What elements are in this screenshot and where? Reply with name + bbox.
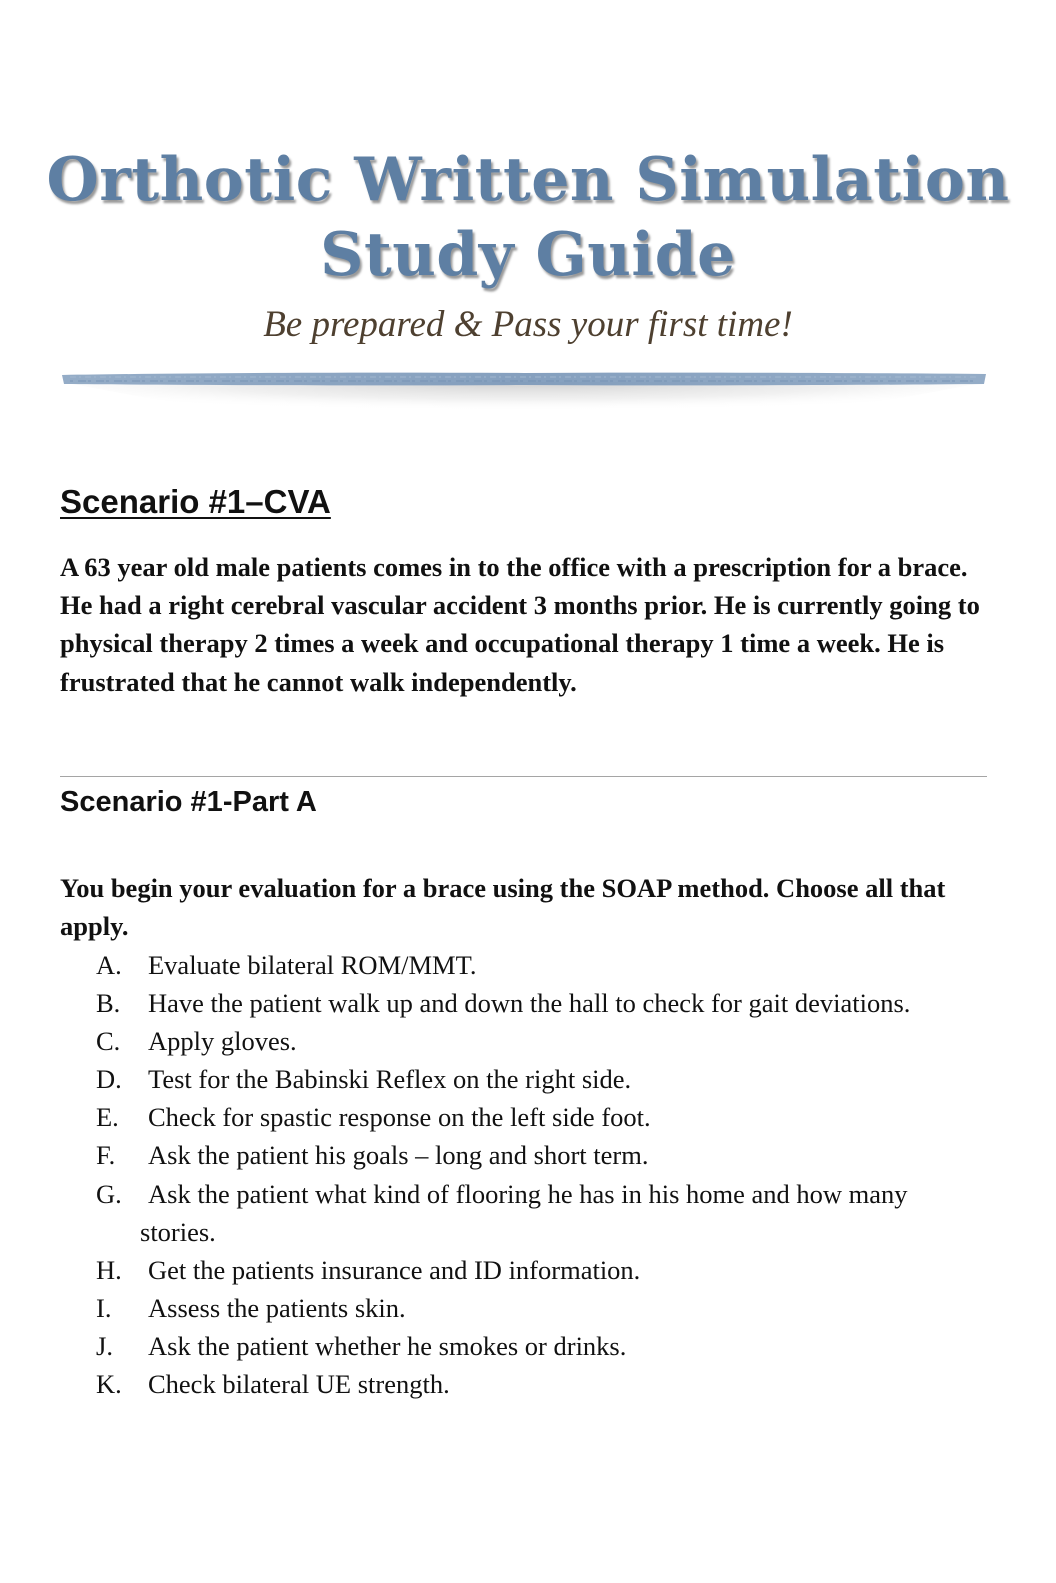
option-text: Have the patient walk up and down the hall to check for gait deviations. (148, 988, 911, 1019)
option-text: Ask the patient whether he smokes or drinks. (148, 1330, 627, 1361)
option-text: Assess the patients skin. (148, 1292, 406, 1323)
part-heading: Scenario #1-Part A (60, 786, 317, 818)
option-a (60, 946, 990, 984)
scenario-heading: Scenario #1–CVA (60, 483, 331, 520)
option-j (60, 1327, 990, 1365)
option-text-continuation: stories. (140, 1216, 216, 1247)
answer-options-list (60, 946, 990, 1403)
option-letter: K. (96, 1369, 122, 1400)
option-text: Test for the Babinski Reflex on the right side. (148, 1064, 632, 1095)
option-g (60, 1175, 990, 1251)
section-divider (60, 776, 987, 777)
option-d (60, 1060, 990, 1098)
scenario-description: A 63 year old male patients comes in to the office with a prescription for a brace. He had a right cerebral vascular accident 3 months prior. He is currently going to physical therapy 2 times a week and occupational therapy 1 time a week. He is frustrated that he cannot walk independently. (60, 552, 980, 697)
option-text: Check bilateral UE strength. (148, 1369, 450, 1400)
option-letter: F. (96, 1140, 116, 1171)
option-text: Ask the patient what kind of flooring he has in his home and how many (148, 1178, 908, 1209)
option-letter: J. (96, 1330, 113, 1361)
subtitle: Be prepared & Pass your first time! (263, 304, 793, 345)
option-letter: B. (96, 988, 121, 1019)
option-e (60, 1098, 990, 1136)
option-h (60, 1251, 990, 1289)
option-letter: D. (96, 1064, 122, 1095)
option-text: Evaluate bilateral ROM/MMT. (148, 950, 477, 980)
option-letter: C. (96, 1026, 121, 1057)
option-text: Check for spastic response on the left side foot. (148, 1102, 651, 1133)
option-text: Get the patients insurance and ID information. (148, 1254, 641, 1285)
option-b (60, 984, 990, 1022)
option-letter: A. (96, 950, 122, 980)
option-c (60, 1022, 990, 1060)
decorative-divider (60, 368, 988, 448)
question-prompt: You begin your evaluation for a brace using the SOAP method. Choose all that apply. (60, 873, 946, 942)
option-k (60, 1365, 990, 1403)
option-i (60, 1289, 990, 1327)
option-letter: H. (96, 1254, 122, 1285)
option-letter: G. (96, 1178, 122, 1209)
title-line-1: Orthotic Written Simulation (46, 145, 1010, 215)
option-letter: I. (96, 1292, 112, 1323)
option-f (60, 1136, 990, 1174)
option-text: Ask the patient his goals – long and short term. (148, 1140, 649, 1171)
brushstroke-divider-icon (60, 368, 988, 448)
option-text: Apply gloves. (148, 1026, 297, 1057)
option-letter: E. (96, 1102, 119, 1133)
title-line-2: Study Guide (320, 220, 736, 290)
